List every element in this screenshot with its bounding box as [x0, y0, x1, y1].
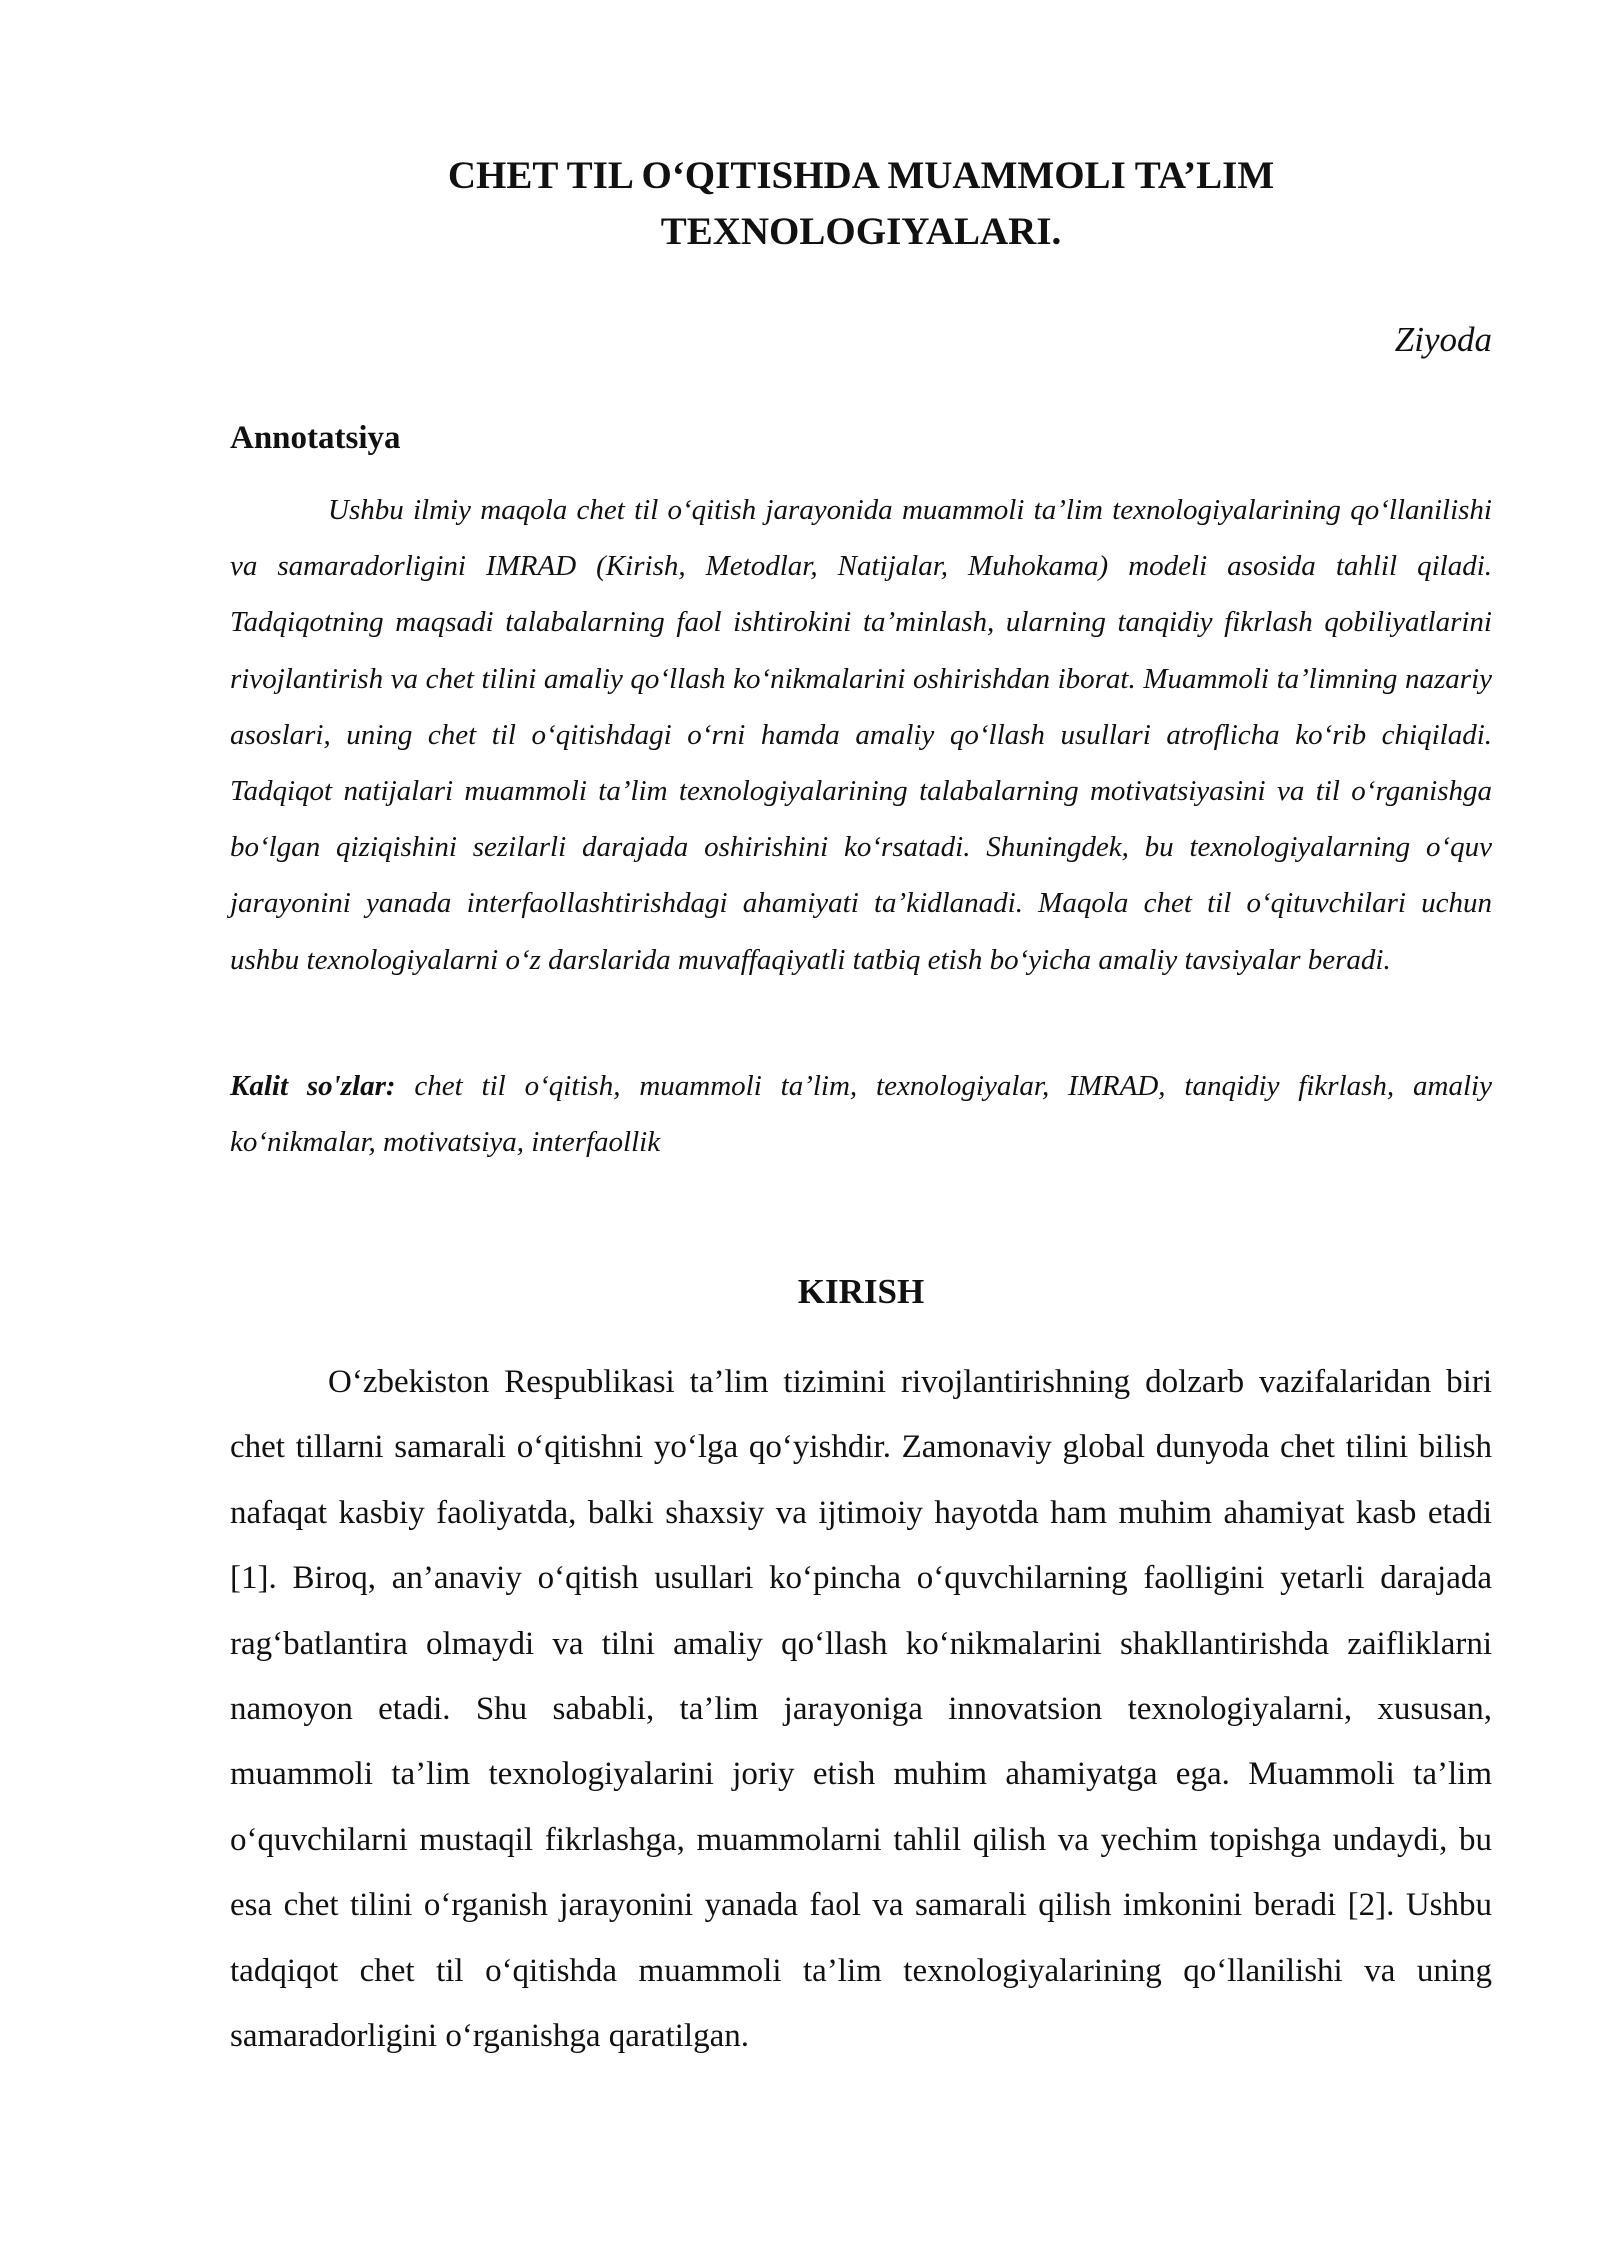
document-page	[230, 0, 1492, 2262]
paper-title-line-1: CHET TIL O‘QITISHDA MUAMMOLI TA’LIM	[447, 154, 1275, 197]
author-name: Ziyoda	[1394, 320, 1492, 359]
annotation-heading: Annotatsiya	[230, 420, 401, 456]
introduction-text: O‘zbekiston Respublikasi ta’lim tizimini rivojlantirishning dolzarb vazifalaridan biri chet tillarni samarali o‘qitishni yo‘lga qo‘yishdir. Zamonaviy global dunyoda chet tilini bilish nafaqat kasbiy faoliyatda, balki shaxsiy va ijtimoiy hayotda ham muhim ahamiyat kasb etadi [1]. Biroq, an’anaviy o‘qitish usullari ko‘pincha o‘quvchilarning faolligini yetarli darajada rag‘batlantira olmaydi va tilni amaliy qo‘llash ko‘nikmalarini shakllantirishda zaifliklarni namoyon etadi. Shu sababli, ta’lim jarayoniga innovatsion texnologiyalarni, xususan, muammoli ta’lim texnologiyalarini joriy etish muhim ahamiyatga ega. Muammoli ta’lim o‘quvchilarni mustaqil fikrlashga, muammolarni tahlil qilish va yechim topishga undaydi, bu esa chet tilini o‘rganish jarayonini yanada faol va samarali qilish imkonini beradi [2]. Ushbu tadqiqot chet til o‘qitishda muammoli ta’lim texnologiyalarining qo‘llanilishi va uning samaradorligini o‘rganishga qaratilgan.	[230, 1364, 1492, 2055]
paper-title-line-2: TEXNOLOGIYALARI.	[660, 210, 1062, 253]
keywords	[230, 1058, 1492, 1170]
keywords-text: chet til o‘qitish, muammoli ta’lim, texnologiyalar, IMRAD, tanqidiy fikrlash, amaliy ko‘nikmalar, motivatsiya, interfaollik	[230, 1070, 1492, 1158]
keywords-label: Kalit so'zlar:	[230, 1070, 396, 1102]
paper-title	[230, 148, 1492, 260]
annotation-text: Ushbu ilmiy maqola chet til o‘qitish jarayonida muammoli ta’lim texnologiyalarining qo‘llanilishi va samaradorligini IMRAD (Kirish, Metodlar, Natijalar, Muhokama) modeli asosida tahlil qiladi. Tadqiqotning maqsadi talabalarning faol ishtirokini ta’minlash, ularning tanqidiy fikrlash qobiliyatlarini rivojlantirish va chet tilini amaliy qo‘llash ko‘nikmalarini oshirishdan iborat. Muammoli ta’limning nazariy asoslari, uning chet til o‘qitishdagi o‘rni hamda amaliy qo‘llash usullari atroflicha ko‘rib chiqiladi. Tadqiqot natijalari muammoli ta’lim texnologiyalarining talabalarning motivatsiyasini va til o‘rganishga bo‘lgan qiziqishini sezilarli darajada oshirishini ko‘rsatadi. Shuningdek, bu texnologiyalarning o‘quv jarayonini yanada interfaollashtirishdagi ahamiyati ta’kidlanadi. Maqola chet til o‘qituvchilari uchun ushbu texnologiyalarni o‘z darslarida muvaffaqiyatli tatbiq etish bo‘yicha amaliy tavsiyalar beradi.	[230, 494, 1492, 976]
introduction-heading: KIRISH	[797, 1272, 925, 1311]
